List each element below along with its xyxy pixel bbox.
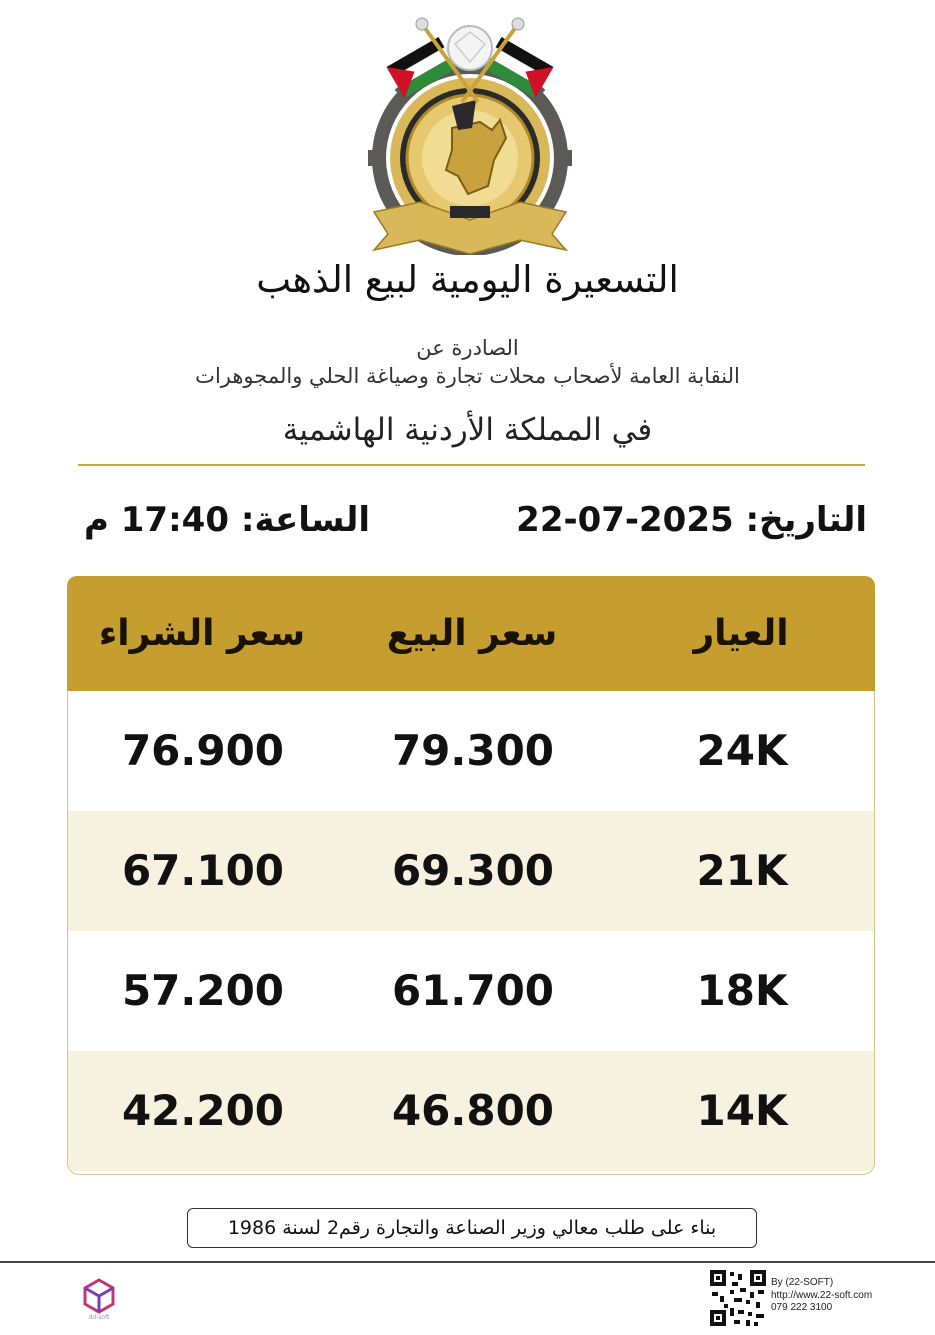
page-title: التسعيرة اليومية لبيع الذهب bbox=[256, 258, 679, 301]
brand-small-label: dd-soft bbox=[88, 1314, 110, 1321]
credit-by: By (22-SOFT) bbox=[771, 1277, 834, 1288]
cell-karat: 24K bbox=[696, 726, 788, 775]
cell-sell: 61.700 bbox=[391, 966, 555, 1015]
table-row bbox=[68, 1051, 874, 1171]
credit-phone: 079 222 3100 bbox=[771, 1302, 833, 1313]
kingdom-name: في المملكة الأردنية الهاشمية bbox=[282, 412, 653, 448]
footer-divider bbox=[0, 1261, 935, 1263]
gold-divider bbox=[78, 464, 865, 466]
cell-buy: 76.900 bbox=[121, 726, 285, 775]
header-buy: سعر الشراء bbox=[98, 613, 306, 654]
time-label: الساعة: bbox=[240, 500, 371, 540]
time-line bbox=[84, 500, 370, 540]
table-row bbox=[68, 811, 874, 931]
date-line bbox=[516, 500, 867, 540]
ministry-note: بناء على طلب معالي وزير الصناعة والتجارة رقم2 لسنة 1986 bbox=[187, 1208, 757, 1248]
time-value: 17:40 bbox=[120, 500, 229, 540]
cell-buy: 42.200 bbox=[121, 1086, 285, 1135]
table-row bbox=[68, 931, 874, 1051]
date-label: التاريخ: bbox=[745, 500, 867, 540]
header-karat: العيار bbox=[693, 613, 789, 654]
cell-sell: 46.800 bbox=[391, 1086, 555, 1135]
table-body bbox=[67, 691, 875, 1175]
cell-buy: 67.100 bbox=[121, 846, 285, 895]
header-sell: سعر البيع bbox=[386, 613, 558, 654]
qr-code-icon bbox=[710, 1270, 766, 1326]
cell-sell: 69.300 bbox=[391, 846, 555, 895]
credits bbox=[771, 1277, 872, 1315]
cell-karat: 18K bbox=[696, 966, 788, 1015]
cell-karat: 14K bbox=[696, 1086, 788, 1135]
table-header bbox=[67, 576, 875, 691]
issued-by-label: الصادرة عن bbox=[416, 336, 519, 360]
syndicate-logo bbox=[360, 10, 580, 255]
cell-buy: 57.200 bbox=[121, 966, 285, 1015]
time-suffix: م bbox=[84, 500, 109, 540]
credit-url[interactable]: http://www.22-soft.com bbox=[771, 1289, 873, 1301]
date-value: 22-07-2025 bbox=[516, 500, 734, 540]
cell-karat: 21K bbox=[696, 846, 788, 895]
price-table bbox=[67, 576, 875, 1174]
cell-sell: 79.300 bbox=[391, 726, 555, 775]
table-row bbox=[68, 691, 874, 811]
syndicate-name: النقابة العامة لأصحاب محلات تجارة وصياغة الحلي والمجوهرات bbox=[195, 364, 740, 388]
